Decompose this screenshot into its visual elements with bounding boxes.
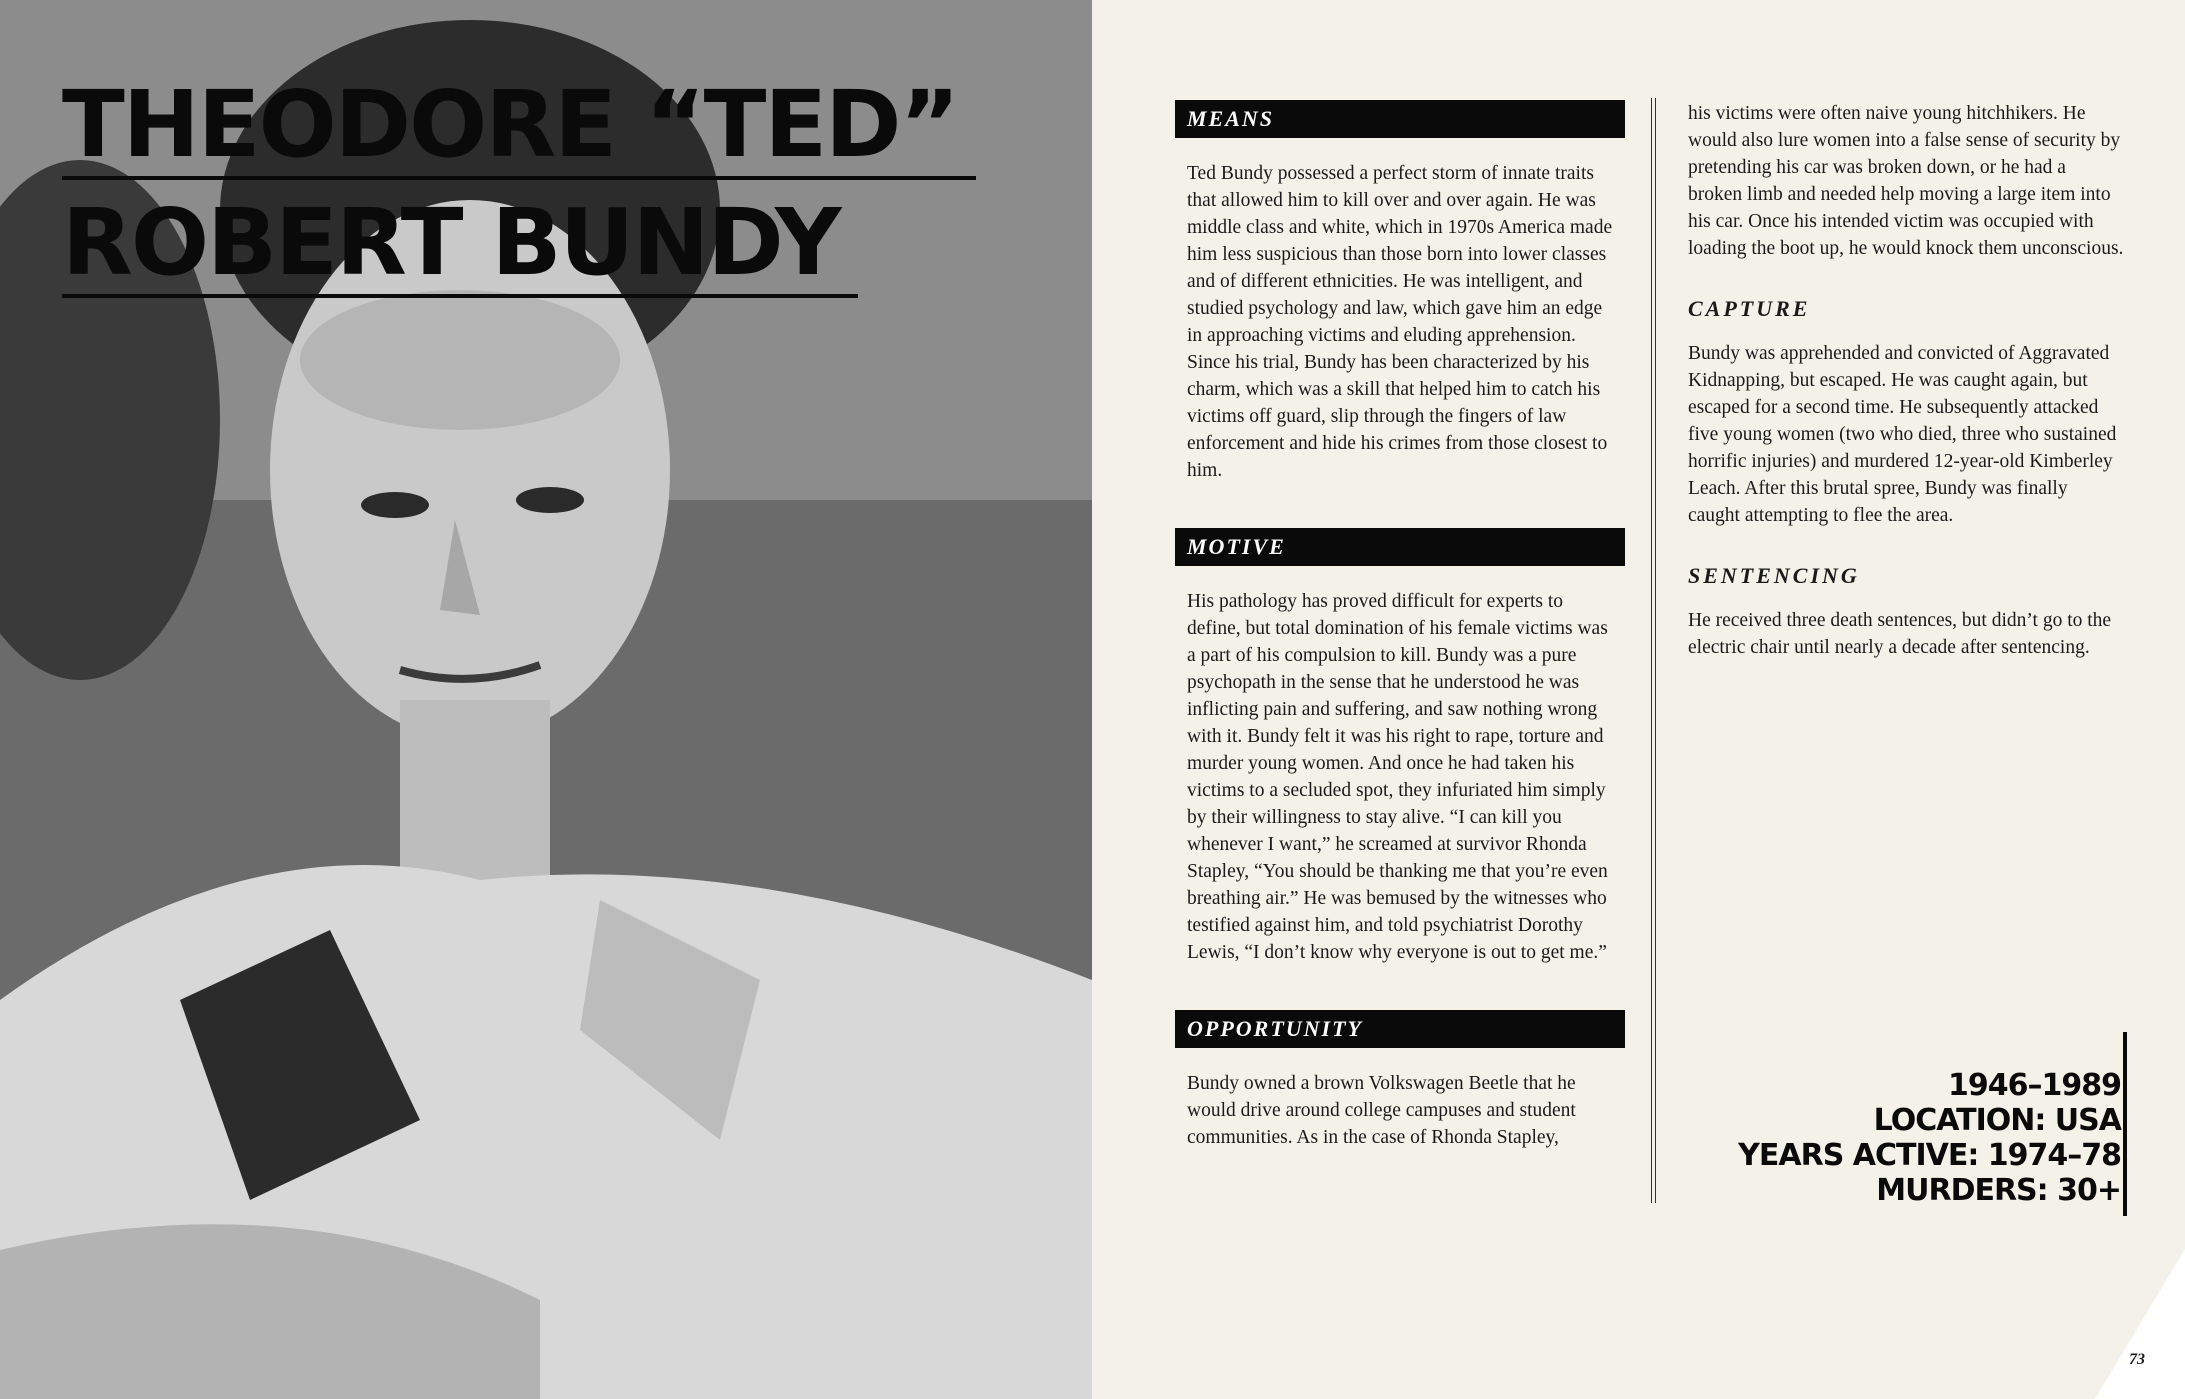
- left-column: [1175, 100, 1625, 1151]
- life-years: 1946–1989: [1948, 1068, 2121, 1103]
- murder-count: MURDERS: 30+: [1876, 1173, 2121, 1208]
- sentencing-heading: SENTENCING: [1688, 563, 1860, 588]
- motive-heading: MOTIVE: [1175, 528, 1625, 566]
- means-text: Ted Bundy possessed a perfect storm of innate traits that allowed him to kill over and over again. He was middle class and white, which in 1970s America made him less suspicious than those born into lower classes and of different ethnicities. He was intelligent, and studied psychology and law, which gave him an edge in approaching victims and eluding apprehension. Since his trial, Bundy has been characterized by his charm, which was a skill that helped him to catch his victims off guard, slip through the fingers of law enforcement and hide his crimes from those closest to him.: [1187, 163, 1613, 481]
- sentencing-text: He received three death sentences, but didn’t go to the electric chair until nearly a decade after sentencing.: [1688, 610, 2112, 658]
- page-corner: [2095, 1249, 2185, 1399]
- right-column: [1688, 100, 2124, 661]
- capture-text: Bundy was apprehended and convicted of Aggravated Kidnapping, but escaped. He was caught again, but escaped for a second time. He subsequently attacked five young women (two who died, three who sustained horrific injuries) and murdered 12-year-old Kimberley Leach. After this brutal spree, Bundy was finally caught attempting to flee the area.: [1688, 343, 2117, 526]
- location: LOCATION: USA: [1873, 1103, 2121, 1138]
- headline: [62, 70, 1042, 306]
- headline-line-2: ROBERT BUNDY: [62, 192, 858, 298]
- headline-line-1: THEODORE “TED”: [62, 74, 976, 180]
- fact-box: [1738, 1032, 2127, 1216]
- text-page: [1092, 0, 2185, 1399]
- opportunity-heading: OPPORTUNITY: [1175, 1010, 1625, 1048]
- page-number: 73: [2129, 1351, 2145, 1368]
- opportunity-text-continued: his victims were often naive young hitchhikers. He would also lure women into a false sense of security by pretending his car was broken down, or he had a broken limb and needed help moving a large item into his car. Once his intended victim was occupied with loading the boot up, he would knock them unconscious.: [1688, 103, 2124, 259]
- motive-text: His pathology has proved difficult for experts to define, but total domination of his female victims was a part of his compulsion to kill. Bundy was a pure psychopath in the sense that he understood he was inflicting pain and suffering, and saw nothing wrong with it. Bundy felt it was his right to rape, torture and murder young women. And once he had taken his victims to a secluded spot, they infuriated him simply by their willingness to stay alive. “I can kill you whenever I want,” he screamed at survivor Rhonda Stapley, “You should be thanking me that you’re even breathing air.” He was bemused by the witnesses who testified against him, and told psychiatrist Dorothy Lewis, “I don’t know why everyone is out to get me.”: [1187, 591, 1608, 963]
- years-active: YEARS ACTIVE: 1974–78: [1738, 1138, 2121, 1173]
- opportunity-text: Bundy owned a brown Volkswagen Beetle that he would drive around college campuses and student communities. As in the case of Rhonda Stapley,: [1187, 1073, 1576, 1148]
- column-divider: [1651, 98, 1656, 1203]
- capture-heading: CAPTURE: [1688, 296, 1811, 321]
- means-heading: MEANS: [1175, 100, 1625, 138]
